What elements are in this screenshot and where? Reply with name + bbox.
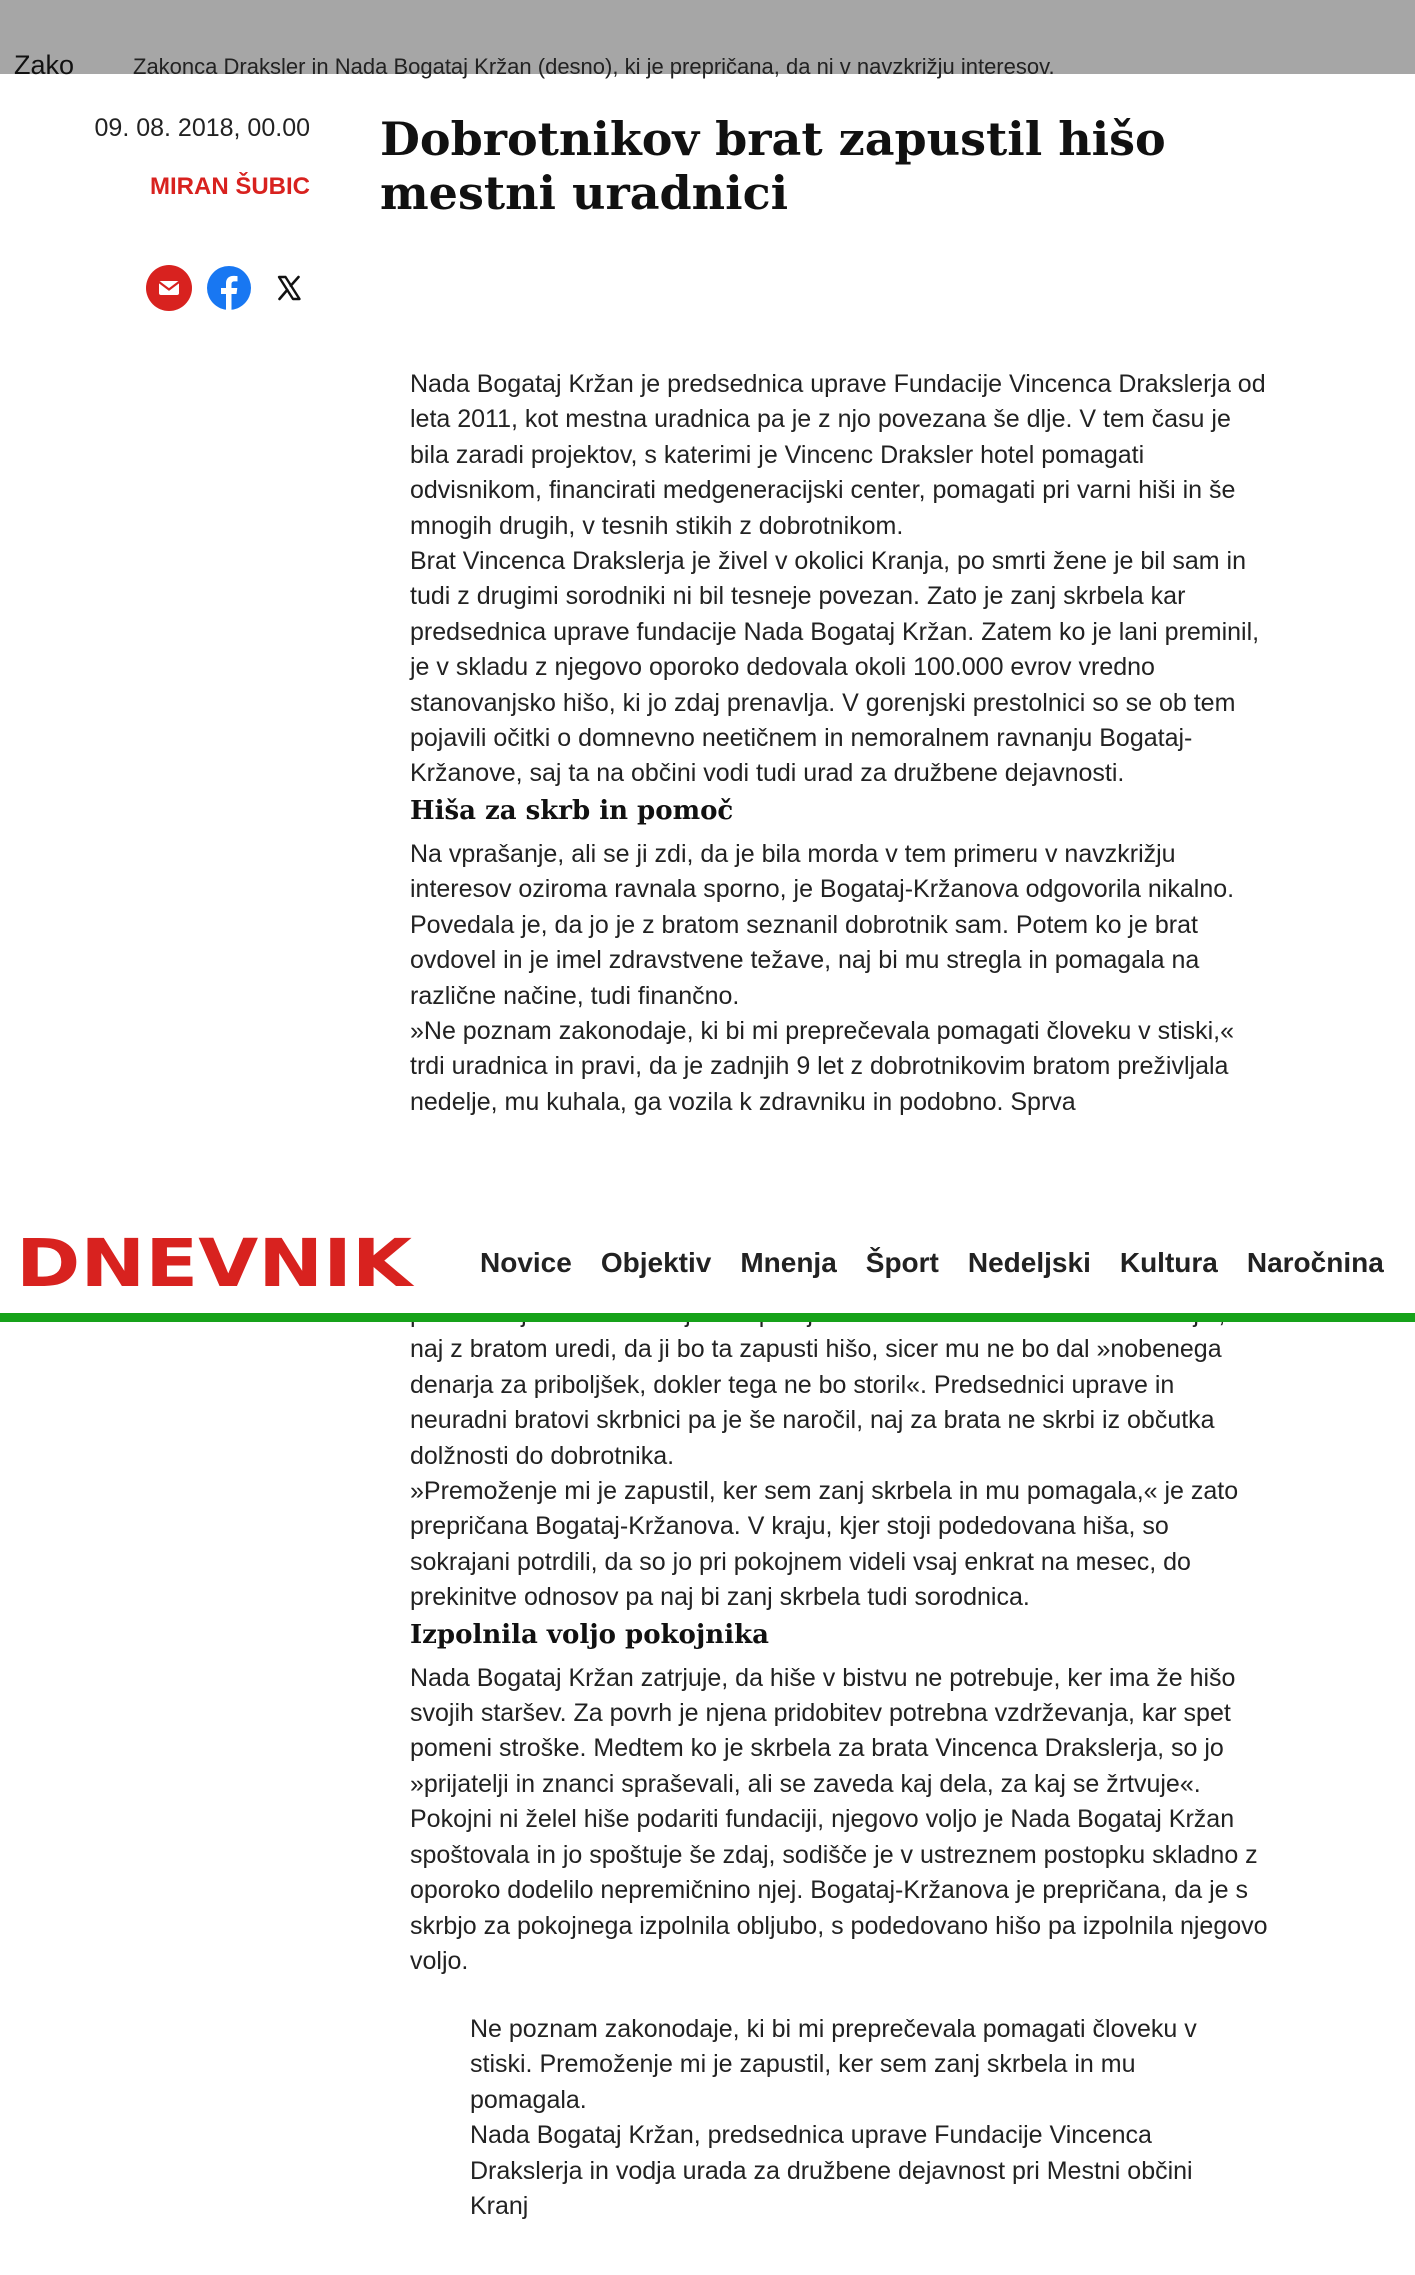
- paragraph: naj z bratom uredi, da ji bo ta zapusti hišo, sicer mu ne bo dal »nobenega denarja za priboljšek, dokler tega ne bo storil«. Predsednici uprave in neuradni bratovi skrbnici pa je še naročil, naj za brata ne skrbi iz občutka dolžnosti do dobrotnika.: [410, 1335, 1222, 1470]
- nav-accent-line: [0, 1313, 1415, 1322]
- image-caption: Zakonca Draksler in Nada Bogataj Kržan (desno), ki je prepričana, da ni v navzkrižju interesov.: [133, 54, 1055, 79]
- nav-item-kultura[interactable]: Kultura: [1119, 1247, 1218, 1278]
- paragraph: Nada Bogataj Kržan zatrjuje, da hiše v bistvu ne potrebuje, ker ima že hišo svojih staršev. Za povrh je njena pridobitev potrebna vzdrževanja, kar spet pomeni stroške. Medtem ko je skrbela za brata Vincenca Drakslerja, so jo »prijatelji in znanci spraševali, ali se zaveda kaj dela, za kaj se žrtvuje«. Pokojni ni želel hiše podariti fundaciji, njegovo voljo je Nada Bogataj Kržan spoštovala in jo spoštuje še zdaj, sodišče je v ustreznem postopku skladno z oporoko dodelilo nepremičnino njej. Bogataj-Kržanova je prepričana, da je s skrbjo za pokojnega izpolnila obljubo, s podedovano hišo pa izpolnila njegovo voljo.: [410, 1663, 1268, 1975]
- main-menu: [480, 1247, 1413, 1279]
- article-date: 09. 08. 2018, 00.00: [94, 114, 310, 142]
- paragraph: Brat Vincenca Drakslerja je živel v okolici Kranja, po smrti žene je bil sam in tudi z drugimi sorodniki ni bil tesneje povezan. Zato je zanj skrbela kar predsednica uprave fundacije Nada Bogataj Kržan. Zatem ko je lani preminil, je v skladu z njegovo oporoko dedovala okoli 100.000 evrov vredno stanovanjsko hišo, ki jo zdaj prenavlja. V gorenjski prestolnici so se ob tem pojavili očitki o domnevno neetičnem in nemoralnem ravnanju Bogataj-Kržanove, saj ta na občini vodi tudi urad za družbene dejavnosti.: [410, 547, 1260, 788]
- article-body-top: [410, 367, 1270, 1120]
- article-headline: Dobrotnikov brat zapustil hišo mestni uradnici: [380, 112, 1166, 220]
- email-icon: [146, 265, 192, 311]
- nav-item-mnenja[interactable]: Mnenja: [740, 1247, 837, 1278]
- paragraph: Na vprašanje, ali se ji zdi, da je bila morda v tem primeru v navzkrižju interesov oziroma ravnala sporno, je Bogataj-Kržanova odgovorila nikalno. Povedala je, da jo je z bratom seznanil dobrotnik sam. Potem ko je brat ovdovel in je imel zdravstvene težave, naj bi mu stregla in pomagala na različne načine, tudi finančno.: [410, 839, 1235, 1010]
- article-body-bottom: [410, 1297, 1270, 1979]
- paragraph: Nada Bogataj Kržan je predsednica uprave Fundacije Vincenca Drakslerja od leta 2011, kot mestna uradnica pa je z njo povezana še dlje. V tem času je bila zaradi projektov, s katerimi je Vincenc Draksler hotel pomagati odvisnikom, financirati medgeneracijski center, pomagati pri varni hiši in še mnogih drugih, v tesnih stikih z dobrotnikom.: [410, 370, 1266, 540]
- svg-text:DNEVNIK: DNEVNIK: [16, 1230, 416, 1294]
- quote-attribution: Nada Bogataj Kržan, predsednica uprave Fundacije Vincenca Drakslerja in vodja urada za družbene dejavnost pri Mestni občini Kranj: [470, 2121, 1193, 2221]
- nav-item-objektiv[interactable]: Objektiv: [600, 1247, 712, 1278]
- share-email-button[interactable]: [146, 265, 192, 311]
- quote-text: Ne poznam zakonodaje, ki bi mi preprečevala pomagati človeku v stiski. Premoženje mi je zapustil, ker sem zanj skrbela in mu pomagala.: [470, 2015, 1197, 2114]
- share-facebook-button[interactable]: [206, 265, 252, 311]
- dnevnik-logo[interactable]: [16, 1230, 416, 1299]
- nav-item-sport[interactable]: Šport: [865, 1247, 939, 1278]
- site-navbar: [0, 1190, 1415, 1318]
- pull-quote: [470, 2012, 1230, 2224]
- facebook-icon: [206, 265, 252, 311]
- article-author[interactable]: MIRAN ŠUBIC: [150, 173, 310, 200]
- nav-item-nedeljski[interactable]: Nedeljski: [967, 1247, 1091, 1278]
- subheading: Izpolnila voljo pokojnika: [410, 1619, 769, 1650]
- nav-item-narocnina[interactable]: Naročnina: [1246, 1247, 1384, 1278]
- x-icon: [266, 265, 312, 311]
- share-x-button[interactable]: [266, 265, 312, 311]
- paragraph: »Ne poznam zakonodaje, ki bi mi preprečevala pomagati človeku v stiski,« trdi uradnica in pravi, da je zadnjih 9 let z dobrotnikovim bratom preživljala nedelje, mu kuhala, ga vozila k zdravniku in podobno. Sprva: [410, 1016, 1235, 1116]
- nav-item-novice[interactable]: Novice: [480, 1247, 572, 1278]
- paragraph: »Premoženje mi je zapustil, ker sem zanj skrbela in mu pomagala,« je zato prepričana Bogataj-Kržanova. V kraju, kjer stoji podedovana hiša, so sokrajani potrdili, da so jo pri pokojnem videli vsaj enkrat na mesec, do prekinitve odnosov pa naj bi zanj skrbela tudi sorodnica.: [410, 1477, 1239, 1612]
- caption-short: Zako: [14, 50, 75, 80]
- subheading: Hiša za skrb in pomoč: [410, 795, 734, 826]
- logo-wordmark: [16, 1230, 416, 1294]
